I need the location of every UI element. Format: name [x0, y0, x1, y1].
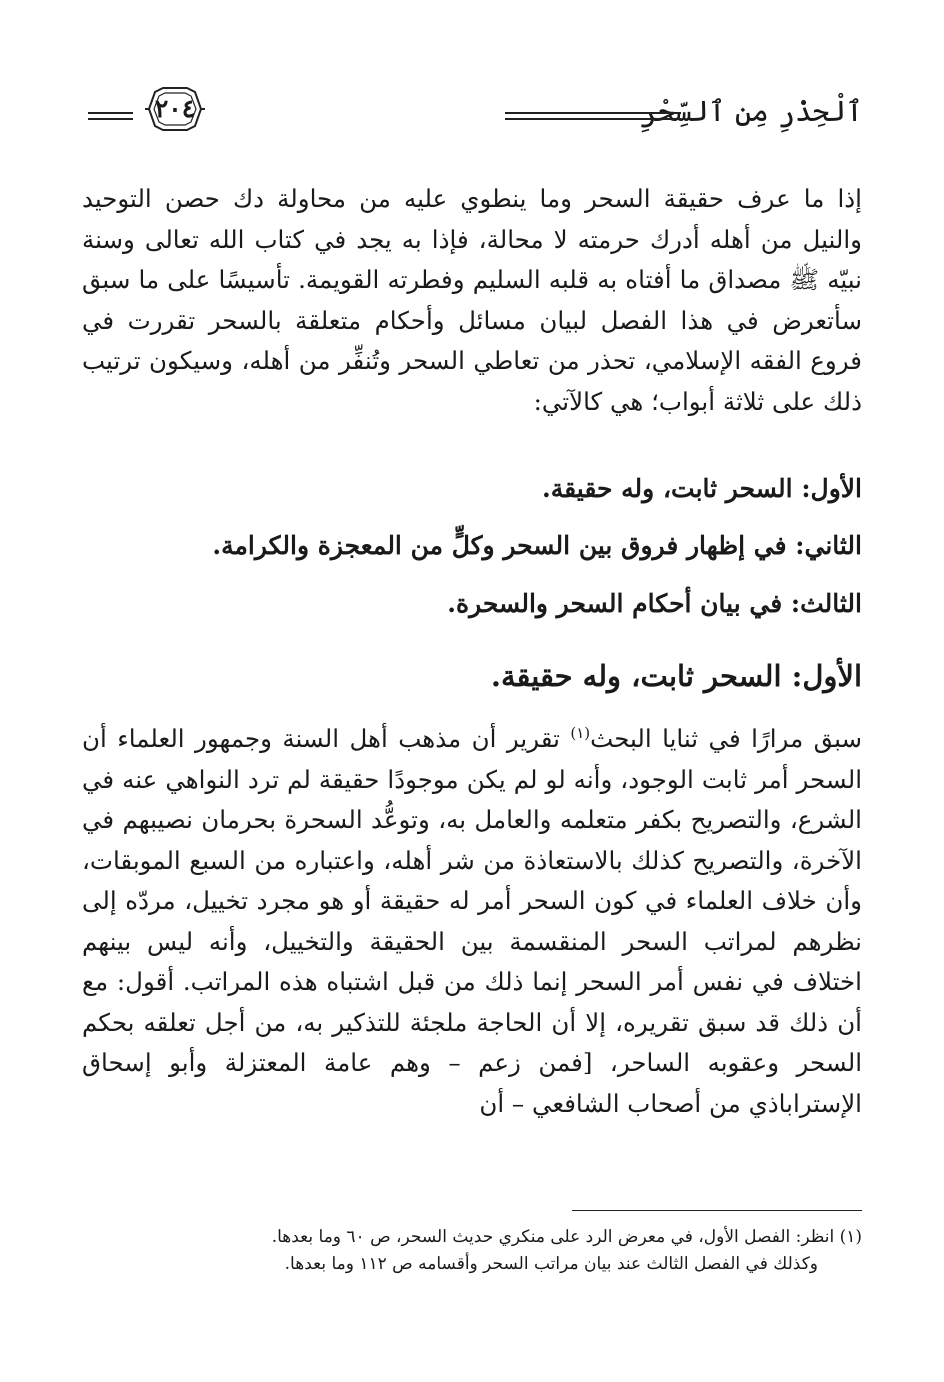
- running-title: ٱلْحِذْرِ مِن ٱلسِّحْرِ: [640, 94, 863, 128]
- page-header: [88, 88, 863, 136]
- header-rule-left: [88, 112, 133, 120]
- outline-item-2: [82, 531, 862, 560]
- footnote-1-line-1: (١) انظر: الفصل الأول، في معرض الرد على منكري حديث السحر، ص ٦٠ وما بعدها.: [271, 1227, 862, 1247]
- outline-label: الثالث:: [790, 589, 862, 618]
- section-heading: الأول: السحر ثابت، وله حقيقة.: [490, 659, 862, 693]
- outline-text: في إظهار فروق بين السحر وكلٍّ من المعجزة والكرامة.: [212, 531, 787, 560]
- footnote-reference[interactable]: (١): [570, 723, 591, 742]
- outline-item-3: [82, 589, 862, 618]
- footnote-separator: [572, 1210, 862, 1211]
- outline-label: الأول:: [801, 474, 862, 503]
- header-rule-right: [505, 112, 681, 120]
- outline-text: السحر ثابت، وله حقيقة.: [542, 474, 793, 503]
- page-number-frame: [143, 84, 207, 134]
- paragraph-text-rest: تقرير أن مذهب أهل السنة وجمهور العلماء أن السحر أمر ثابت الوجود، وأنه لو لم يكن موجودًا حقيقة لم ترد النواهي عنه في الشرع، والتصريح بكفر متعلمه والعامل به، وتوعُّد السحرة بحرمان نصيبهم في الآخرة، والتصريح كذلك بالاستعاذة من شر أهله، واعتباره من السبع الموبقات، وأن خلاف العلماء في كون السحر أمر له حقيقة أو هو مجرد تخييل، مردّه إلى نظرهم لمراتب السحر المنقسمة بين الحقيقة والتخييل، وأنه ليس بينهم اختلاف في نفس أمر السحر إنما ذلك من قبل اشتباه هذه المراتب. أقول: مع أن ذلك قد سبق تقريره، إلا أن الحاجة ملجئة للتذكير به، من أجل تعلقه بحكم السحر وعقوبه الساحر، [فمن زعم – وهم عامة المعتزلة وأبو إسحاق الإستراباذي من أصحاب الشافعي – أن: [82, 724, 862, 1118]
- outline-label: الثاني:: [795, 531, 862, 560]
- outline-item-1: [82, 474, 862, 503]
- intro-paragraph: إذا ما عرف حقيقة السحر وما ينطوي عليه من محاولة دك حصن التوحيد والنيل من أهله أدرك حرمته لا محالة، فإذا به يجد في كتاب الله تعالى وسنة نبيّه ﷺ مصداق ما أفتاه به قلبه السليم وفطرته القويمة. تأسيسًا على ما سبق سأتعرض في هذا الفصل لبيان مسائل وأحكام متعلقة بالسحر تقررت في فروع الفقه الإسلامي، تحذر من تعاطي السحر وتُنفِّر من أهله، وسيكون ترتيب ذلك على ثلاثة أبواب؛ هي كالآتي:: [82, 184, 862, 416]
- footnote-1-line-2: وكذلك في الفصل الثالث عند بيان مراتب السحر وأقسامه ص ١١٢ وما بعدها.: [284, 1254, 818, 1274]
- page-number: ٢٠٤: [154, 94, 196, 123]
- footnotes: [82, 1224, 862, 1278]
- paragraph-text-start: سبق مرارًا في ثنايا البحث: [590, 724, 862, 753]
- section-paragraph: [82, 719, 862, 1124]
- outline-text: في بيان أحكام السحر والسحرة.: [447, 589, 783, 618]
